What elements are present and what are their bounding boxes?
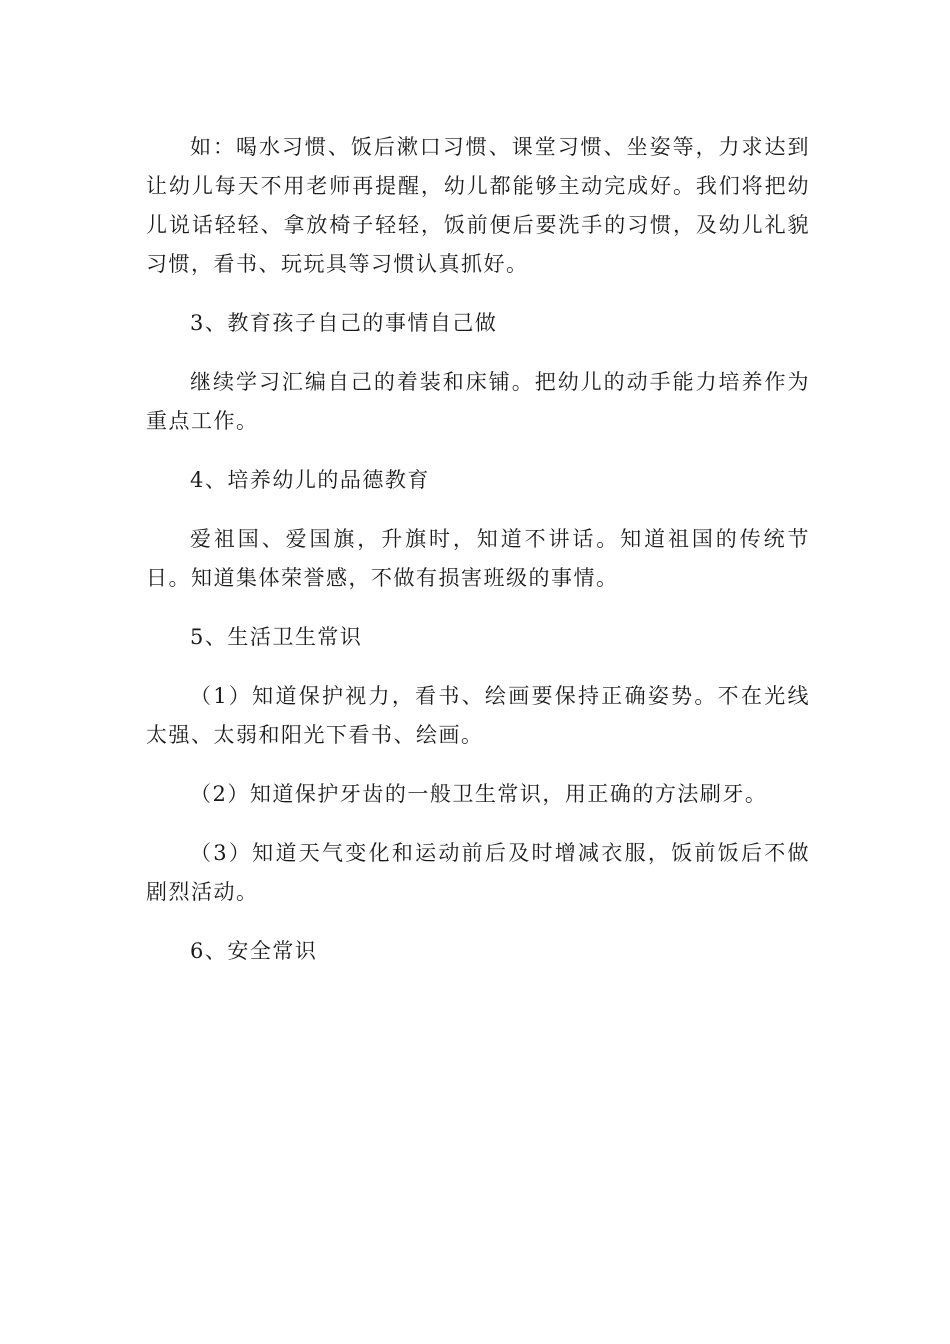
heading-self-reliance: 3、教育孩子自己的事情自己做 bbox=[190, 311, 498, 335]
heading-hygiene: 5、生活卫生常识 bbox=[190, 625, 363, 649]
paragraph-hygiene-clothing: （3）知道天气变化和运动前后及时增减衣服，饭前饭后不做剧烈活动。 bbox=[146, 841, 810, 904]
paragraph-habits: 如：喝水习惯、饭后漱口习惯、课堂习惯、坐姿等，力求达到让幼儿每天不用老师再提醒，幼儿都能够主动完成好。我们将把幼儿说话轻轻、拿放椅子轻轻，饭前便后要洗手的习惯，及幼儿礼貌习惯，看书、玩玩具等习惯认真抓好。 bbox=[146, 135, 810, 276]
paragraph-hygiene-teeth: （2）知道保护牙齿的一般卫生常识，用正确的方法刷牙。 bbox=[190, 782, 768, 806]
document-body bbox=[146, 128, 810, 991]
paragraph-moral-education: 爱祖国、爱国旗，升旗时，知道不讲话。知道祖国的传统节日。知道集体荣誉感，不做有损害班级的事情。 bbox=[146, 527, 810, 590]
heading-safety: 6、安全常识 bbox=[190, 939, 318, 963]
heading-moral-education: 4、培养幼儿的品德教育 bbox=[190, 468, 430, 492]
paragraph-hygiene-vision: （1）知道保护视力，看书、绘画要保持正确姿势。不在光线太强、太弱和阳光下看书、绘画。 bbox=[146, 684, 810, 747]
paragraph-self-reliance: 继续学习汇编自己的着装和床铺。把幼儿的动手能力培养作为重点工作。 bbox=[146, 370, 810, 433]
